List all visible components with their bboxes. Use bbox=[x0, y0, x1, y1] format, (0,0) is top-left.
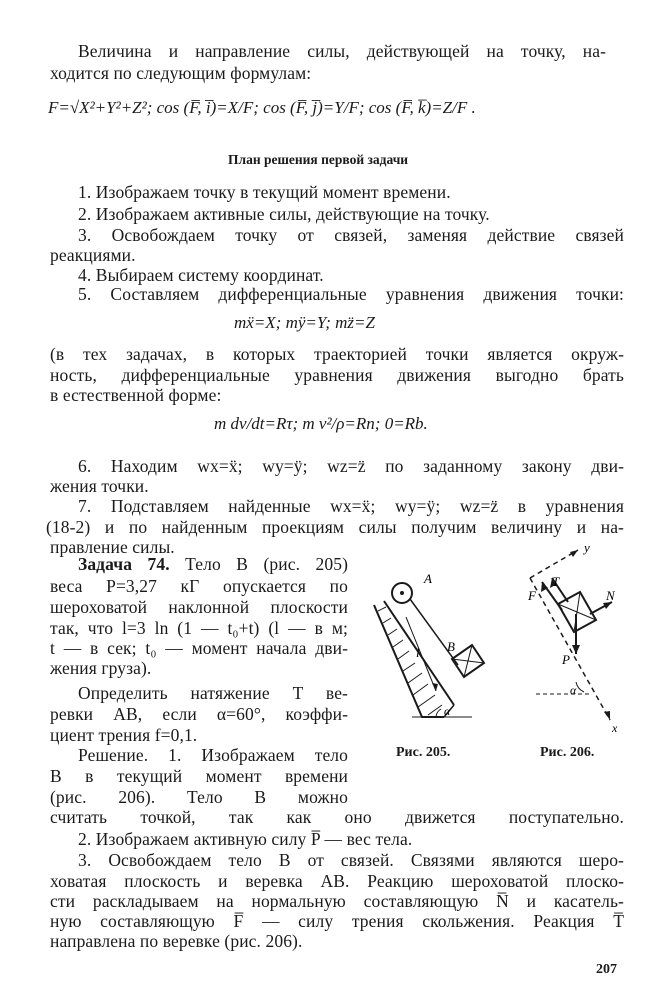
intro-line-1: Величина и направление силы, действующей на точку, на- bbox=[78, 41, 606, 61]
task74-line-4: так, что l=3 ln (1 — t₀+t) (l — в м; bbox=[50, 618, 348, 638]
fig205-label-A: A bbox=[424, 571, 432, 586]
fig205-label-l: l bbox=[416, 645, 420, 660]
step-6: 6. Находим wx=ẍ; wy=ÿ; wz=z̈ по заданному закону дви- bbox=[78, 456, 624, 476]
page-number: 207 bbox=[596, 962, 617, 977]
full-line-5: сти раскладываем на нормальную составляющую N̅ и касатель- bbox=[50, 891, 624, 911]
figure-205 bbox=[372, 565, 497, 740]
step-5: 5. Составляем дифференциальные уравнения движения точки: bbox=[78, 284, 624, 304]
fig205-label-alpha: α bbox=[444, 704, 451, 718]
task74-line-3: шероховатой наклонной плоскости bbox=[50, 597, 348, 617]
natural-equations: m dv/dt=Rτ; m v²/ρ=Rn; 0=Rb. bbox=[214, 414, 428, 433]
full-line-2: 2. Изображаем активную силу P̅ — вес тела. bbox=[78, 829, 413, 849]
task74-line-2: веса P=3,27 кГ опускается по bbox=[50, 576, 348, 596]
step-4: 4. Выбираем систему координат. bbox=[78, 265, 324, 285]
full-line-7: направлена по веревке (рис. 206). bbox=[50, 931, 303, 951]
task74-line-1 bbox=[78, 553, 348, 575]
force-formula: F=√X²+Y²+Z²; cos (F̅, i̅)=X/F; cos (F̅, j̅)=Y/F; cos (F̅, k̅)=Z/F . bbox=[48, 98, 476, 117]
task74-line-8: ревки AB, если α=60°, коэффи- bbox=[50, 704, 348, 724]
task74-line-5: t — в сек; t₀ — момент начала дви- bbox=[50, 638, 348, 658]
diff-equations: mẍ=X; mÿ=Y; mz̈=Z bbox=[234, 313, 375, 332]
task74-line-12: (рис. 206). Тело B можно bbox=[50, 787, 348, 807]
natural-intro-1: (в тех задачах, в которых траекторией точки является окруж- bbox=[50, 344, 624, 364]
task74-line-7: Определить натяжение T ве- bbox=[78, 683, 348, 703]
fig206-caption: Рис. 206. bbox=[540, 745, 595, 760]
fig206-label-N: N bbox=[606, 588, 615, 603]
fig205-label-B: B bbox=[447, 639, 455, 654]
natural-intro-2: ность, дифференциальные уравнения движения выгодно брать bbox=[50, 365, 624, 385]
step-7: 7. Подставляем найденные wx=ẍ; wy=ÿ; wz=z̈ в уравнения bbox=[78, 496, 624, 516]
step-3: 3. Освобождаем точку от связей, заменяя действие связей bbox=[78, 225, 624, 245]
full-line-1: считать точкой, так как оно движется поступательно. bbox=[50, 807, 624, 827]
full-line-3: 3. Освобождаем тело B от связей. Связями являются шеро- bbox=[78, 850, 624, 870]
fig206-label-F: F bbox=[528, 588, 536, 603]
full-line-6: ную составляющую F̅ — силу трения скольжения. Реакция T̅ bbox=[50, 911, 624, 931]
step-2: 2. Изображаем активные силы, действующие на точку. bbox=[78, 204, 490, 224]
fig206-label-y: y bbox=[584, 542, 590, 555]
step-1: 1. Изображаем точку в текущий момент времени. bbox=[78, 182, 451, 202]
task74-line-6: жения груза). bbox=[50, 658, 152, 678]
plan-heading: План решения первой задачи bbox=[228, 152, 409, 167]
task74-title: Задача 74. bbox=[78, 554, 170, 574]
step-7-cont-2: правление силы. bbox=[50, 537, 175, 557]
fig206-label-T: T bbox=[552, 574, 560, 589]
fig206-label-x: x bbox=[612, 721, 618, 735]
natural-intro-3: в естественной форме: bbox=[50, 385, 222, 405]
full-line-4: ховатая плоскость и веревка AB. Реакцию шероховатой плоско- bbox=[50, 871, 624, 891]
task74-line-10: Решение. 1. Изображаем тело bbox=[78, 745, 348, 765]
step-6-cont: жения точки. bbox=[50, 476, 149, 496]
step-7-cont-1: (18-2) и по найденным проекциям силы получим величину и на- bbox=[46, 517, 624, 537]
fig206-label-P: P bbox=[562, 652, 570, 667]
fig206-label-alpha: α bbox=[570, 683, 577, 697]
intro-line-2: ходится по следующим формулам: bbox=[50, 63, 312, 83]
figure-206 bbox=[500, 542, 625, 742]
step-3-cont: реакциями. bbox=[50, 245, 136, 265]
task74-line-11: B в текущий момент времени bbox=[50, 766, 348, 786]
task74-line-9: циент трения f=0,1. bbox=[50, 725, 198, 745]
task74-line-1-rest: Тело B (рис. 205) bbox=[185, 554, 348, 574]
fig205-caption: Рис. 205. bbox=[396, 745, 451, 760]
